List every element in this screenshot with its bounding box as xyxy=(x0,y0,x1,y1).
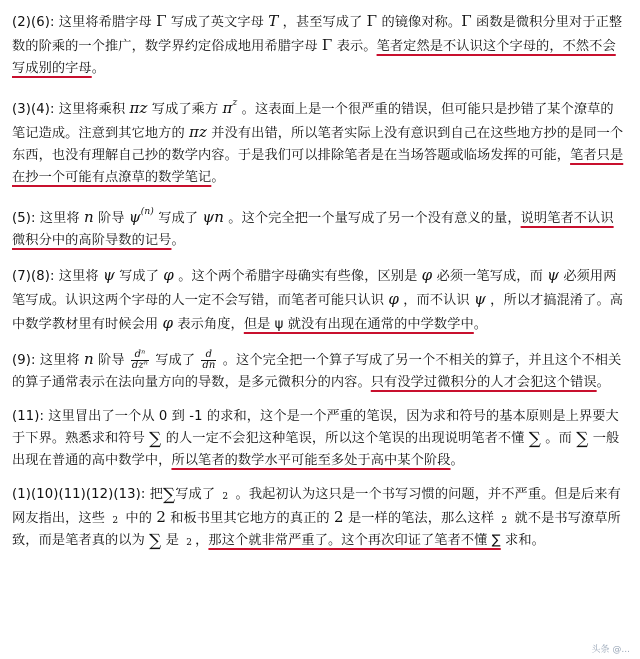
math-sigma: ∑ xyxy=(576,429,589,449)
paragraph-operator: (9): 这里将 n 阶导 $\frac{\text{dⁿ}}{\text{dzⁿ}}$ 写成了 $\frac{d}{dn}$ 。这个完全把一个算子写成了另一个不相关的算子，并且这个不相关的算子通常表示在法向量方向的导数，是多元微积分的内容。只有没学过微积分的人才会犯这个错误。 xyxy=(12,348,622,390)
math-fraction-dn-dzn: $\frac{\text{dⁿ}}{\text{dzⁿ}}$ xyxy=(131,348,148,371)
para-label: (2)(6): xyxy=(12,15,55,30)
underlined-conclusion: 说明笔者不认识微积分中的高阶导数的记号 xyxy=(12,211,614,248)
underlined-conclusion: 但是 ψ 就没有出现在通常的中学数学中 xyxy=(243,317,474,332)
math-psi-n: $\psi^{(n)}$ xyxy=(128,207,154,226)
math-gamma: Γ xyxy=(461,12,472,30)
math-sigma: ∑ xyxy=(149,531,162,551)
para-label: (7)(8): xyxy=(12,269,55,284)
math-small-two: 2 xyxy=(186,538,193,548)
math-psi: ψ xyxy=(473,290,486,308)
paragraph-derivative: (5): 这里将 n 阶导 $\psi^{(n)}$ 写成了 ψn 。这个完全把一个量写成了另一个没有意义的量，说明笔者不认识微积分中的高阶导数的记号。 xyxy=(12,207,614,248)
para-label: (9): xyxy=(12,353,36,368)
underlined-conclusion: 那这个就非常严重了。这个再次印证了笔者不懂 ∑ xyxy=(208,533,501,548)
paragraph-pi-z: (3)(4): 这里将乘积 πz 写成了乘方 $\pi^z$ 。这表面上是一个很严重的错误，但可能只是抄错了某个潦草的笔记造成。注意到其它地方的 πz 并没有出错，所以笔者实际上没有意识到自己在这些地方抄的是同一个东西，也没有理解自己抄的数学内容。于是我们可以排除笔者是在当场答题或临场发挥的可能，笔者只是在抄一个可能有点潦草的数学笔记。 xyxy=(12,98,624,185)
math-fraction-d-dn: $\frac{d}{dn}$ xyxy=(202,348,216,371)
math-pi-z: πz xyxy=(129,99,148,117)
math-n: n xyxy=(83,350,94,368)
math-gamma: Γ xyxy=(156,12,167,30)
watermark: 头条 @... xyxy=(591,645,630,655)
paragraph-psi-phi: (7)(8): 这里将 ψ 写成了 φ 。这个两个希腊字母确实有些像，区别是 φ 必须一笔写成，而 ψ 必须用两笔写成。认识这两个字母的人一定不会写错，而笔者可能只认识 φ ，而不认识 ψ ，所以才搞混淆了。高中数学教材里有时候会用 φ 表示角度，但是 ψ 就没有出现在通常的中学数学中。 xyxy=(12,266,624,332)
math-pi-power: $\pi^z$ xyxy=(222,98,238,117)
math-gamma: Γ xyxy=(366,12,378,30)
math-two: 2 xyxy=(334,508,344,526)
math-small-two: 2 xyxy=(501,516,508,526)
math-small-two: 2 xyxy=(112,516,119,526)
math-phi: φ xyxy=(163,266,174,284)
math-sigma: ∑ xyxy=(163,485,176,505)
paragraph-sum-bounds: (11): 这里冒出了一个从 0 到 -1 的求和，这个是一个严重的笔误，因为求和符号的基本原则是上界要大于下界。熟悉求和符号 ∑ 的人一定不会犯这种笔误，所以这个笔误的出现说明笔者不懂 ∑ 。而 ∑ 一般出现在普通的高中数学中，所以笔者的数学水平可能至多处于高中某个阶段。 xyxy=(12,409,620,468)
paragraph-sigma-as-two: (1)(10)(11)(12)(13): 把∑写成了 2 。我起初认为这只是一个书写习惯的问题，并不严重。但是后来有网友指出，这些 2 中的 2 和板书里其它地方的真正的 2 是一样的笔法，那么这样 2 就不是书写潦草所致，而是笔者真的以为 ∑ 是 2 ，那这个就非常严重了。这个再次印证了笔者不懂 ∑ 求和。 xyxy=(12,485,621,551)
math-sigma: ∑ xyxy=(149,429,162,449)
underlined-conclusion: 笔者定然是不认识这个字母的，不然不会写成别的字母 xyxy=(12,39,616,76)
math-gamma: Γ xyxy=(321,36,333,54)
math-n: n xyxy=(83,208,94,226)
math-phi: φ xyxy=(421,266,433,284)
math-sigma: ∑ xyxy=(528,429,542,449)
math-two: 2 xyxy=(156,508,166,526)
underlined-conclusion: 笔者只是在抄一个可能有点潦草的数学笔记 xyxy=(12,148,624,185)
math-small-two: 2 xyxy=(222,492,229,502)
math-psi: ψ xyxy=(547,266,560,284)
para-label: (5): xyxy=(12,211,36,226)
para-label: (3)(4): xyxy=(12,102,55,117)
underlined-conclusion: 所以笔者的数学水平可能至多处于高中某个阶段 xyxy=(171,453,451,468)
paragraph-gamma: (2)(6): 这里将希腊字母 Γ 写成了英文字母 T ，甚至写成了 Γ 的镜像对称。Γ 函数是微积分里对于正整数的阶乘的一个推广，数学界约定俗成地用希腊字母 Γ 表示。笔者定然是不认识这个字母的，不然不会写成别的字母。 xyxy=(12,12,623,76)
para-label: (1)(10)(11)(12)(13): xyxy=(12,487,146,502)
math-t: T xyxy=(268,12,279,30)
math-psi: ψ xyxy=(102,266,115,284)
math-pi-z: πz xyxy=(189,123,207,141)
math-phi: φ xyxy=(162,314,174,332)
math-phi: φ xyxy=(388,290,399,308)
para-label: (11): xyxy=(12,409,45,424)
underlined-conclusion: 只有没学过微积分的人才会犯这个错误 xyxy=(370,375,597,390)
math-psin: ψn xyxy=(202,208,224,226)
